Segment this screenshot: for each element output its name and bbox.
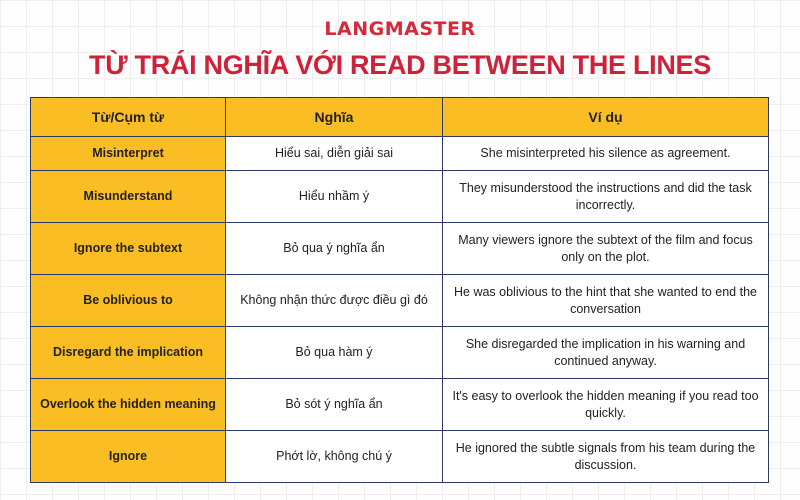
table-row [31,431,769,483]
meaning-cell: Hiểu sai, diễn giải sai [226,137,443,171]
term-cell: Be oblivious to [31,275,226,327]
meaning-cell: Bỏ sót ý nghĩa ẩn [226,379,443,431]
example-cell: He was oblivious to the hint that she wanted to end the conversation [443,275,769,327]
example-cell: She disregarded the implication in his warning and continued anyway. [443,327,769,379]
meaning-cell: Bỏ qua ý nghĩa ẩn [226,223,443,275]
brand-logo: LANGMASTER [324,18,476,40]
term-cell: Overlook the hidden meaning [31,379,226,431]
table-row [31,275,769,327]
table-row [31,327,769,379]
page-title: TỪ TRÁI NGHĨA VỚI READ BETWEEN THE LINES [89,50,711,80]
term-cell: Ignore the subtext [31,223,226,275]
term-cell: Misinterpret [31,137,226,171]
term-cell: Disregard the implication [31,327,226,379]
table-row [31,137,769,171]
header-example: Ví dụ [443,98,769,137]
example-cell: Many viewers ignore the subtext of the film and focus only on the plot. [443,223,769,275]
example-cell: She misinterpreted his silence as agreement. [443,137,769,171]
table-row [31,223,769,275]
meaning-cell: Phớt lờ, không chú ý [226,431,443,483]
term-cell: Ignore [31,431,226,483]
header-meaning: Nghĩa [226,98,443,137]
header-term: Từ/Cụm từ [31,98,226,137]
meaning-cell: Bỏ qua hàm ý [226,327,443,379]
table-row [31,379,769,431]
meaning-cell: Không nhận thức được điều gì đó [226,275,443,327]
table-header-row [31,98,769,137]
example-cell: They misunderstood the instructions and did the task incorrectly. [443,171,769,223]
term-cell: Misunderstand [31,171,226,223]
example-cell: It's easy to overlook the hidden meaning if you read too quickly. [443,379,769,431]
table-row [31,171,769,223]
example-cell: He ignored the subtle signals from his team during the discussion. [443,431,769,483]
meaning-cell: Hiểu nhầm ý [226,171,443,223]
antonym-table [30,97,769,483]
